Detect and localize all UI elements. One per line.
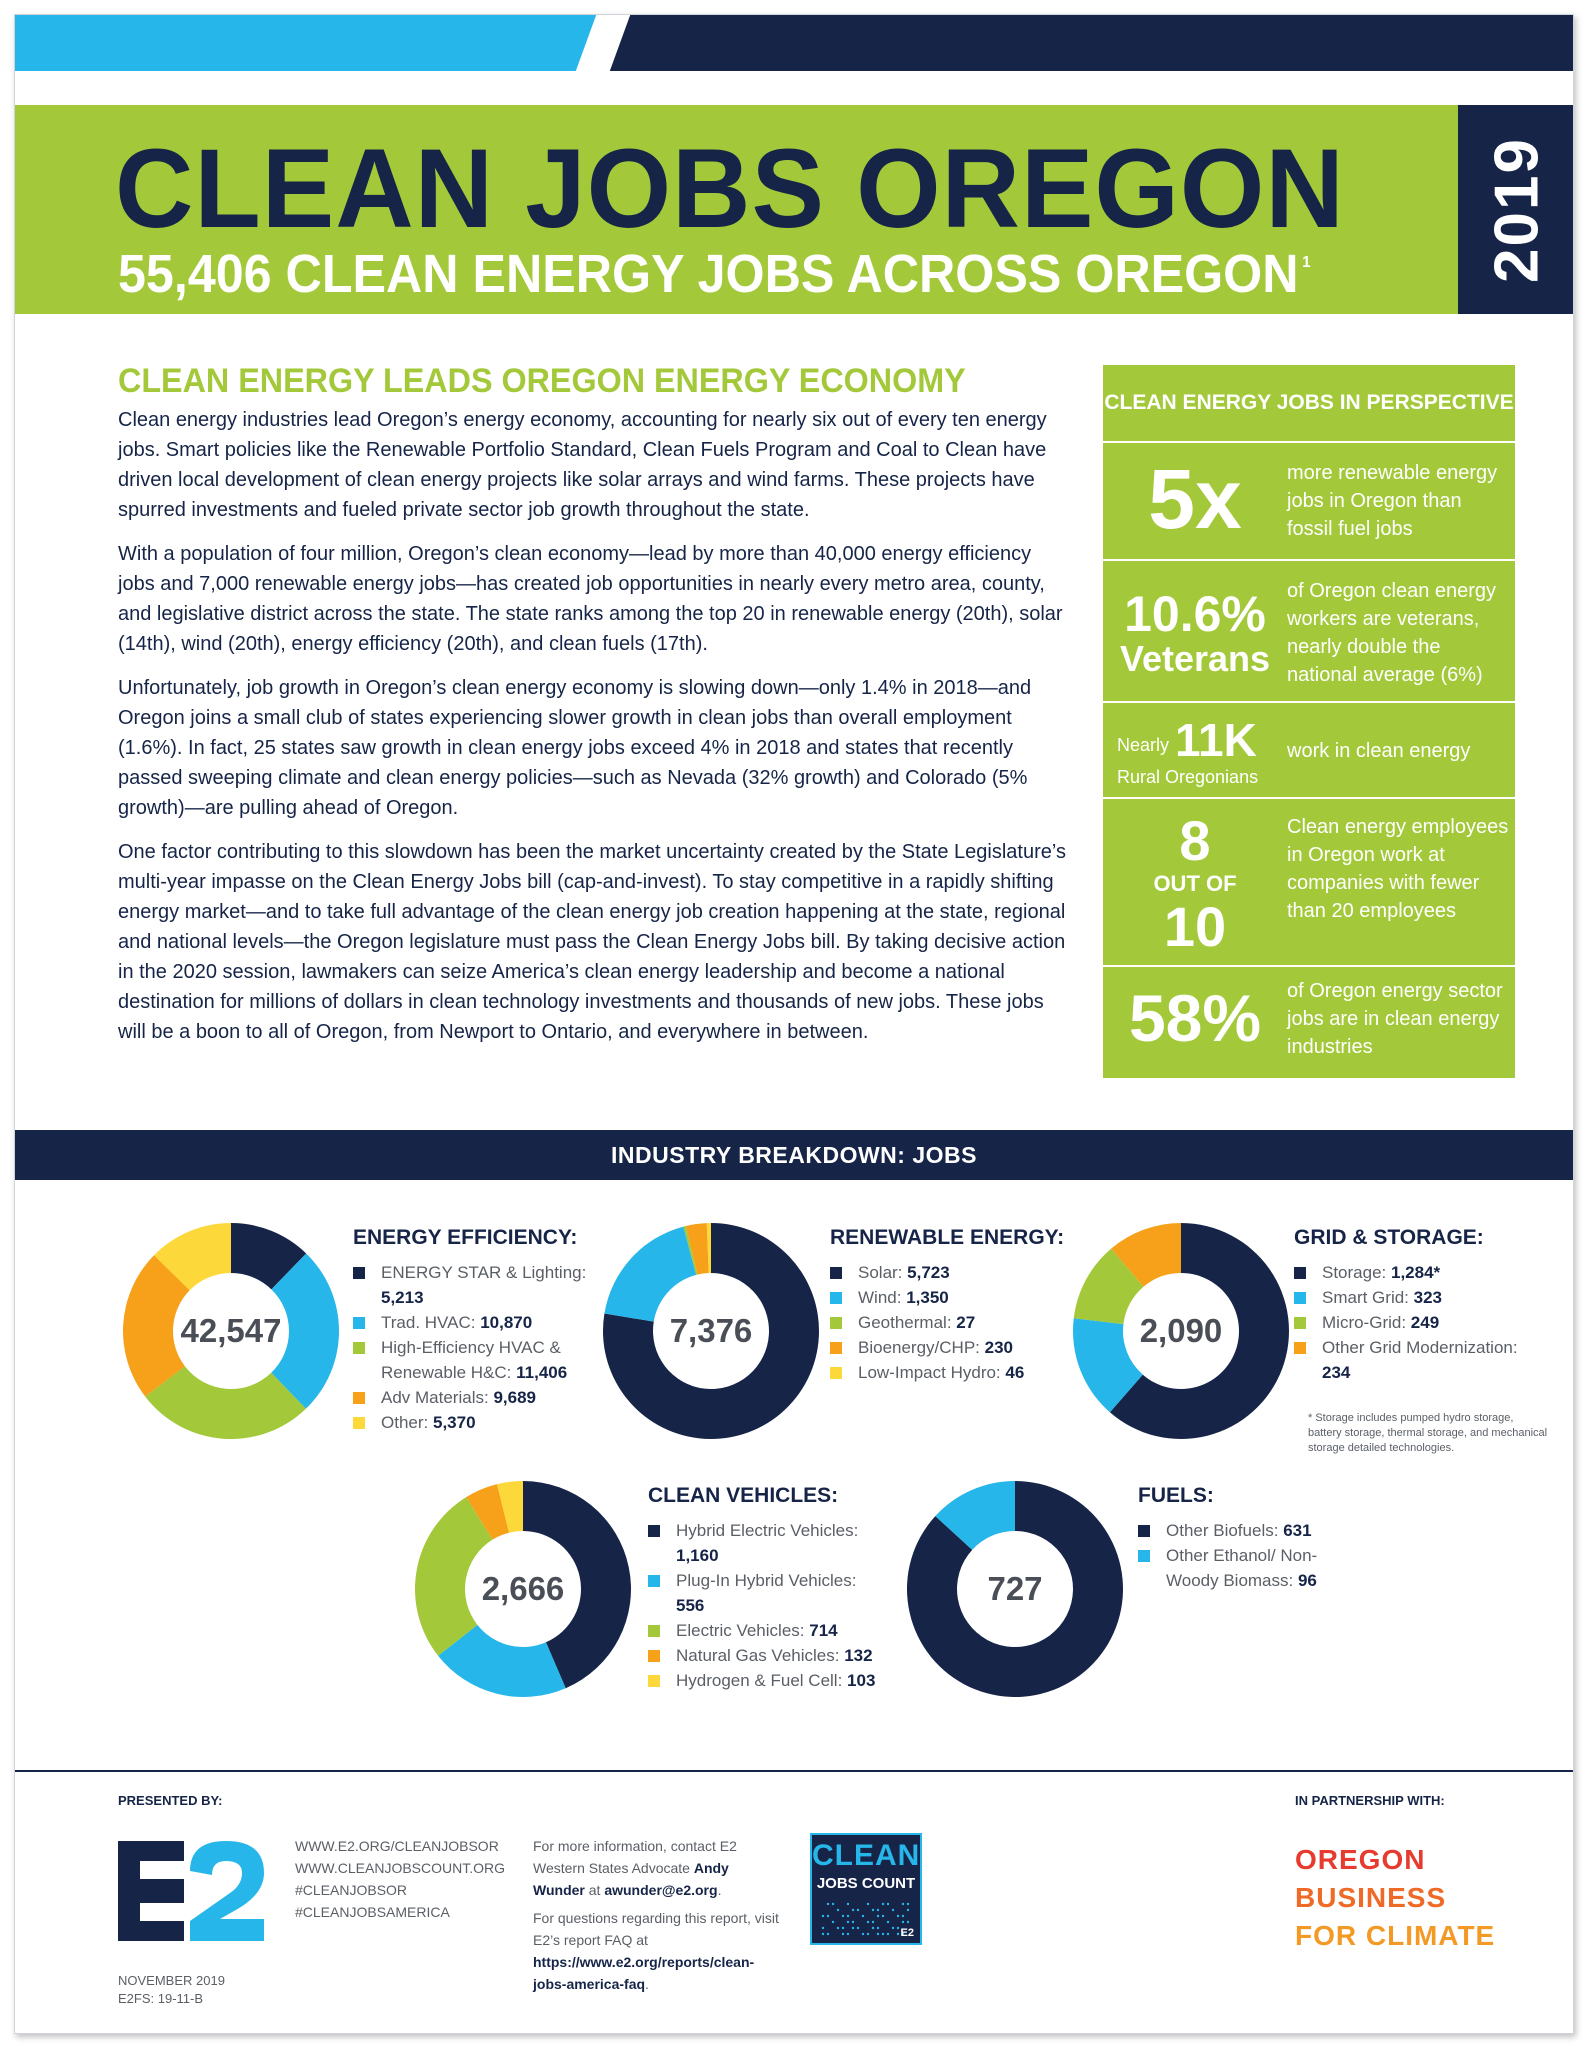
- cjc-dot: [877, 1909, 879, 1911]
- legend-label: Hybrid Electric Vehicles:: [676, 1521, 859, 1540]
- e2-logo-e-notch-bottom: [140, 1903, 184, 1921]
- contact-email[interactable]: awunder@e2.org: [604, 1882, 718, 1898]
- cjc-dot: [842, 1927, 844, 1929]
- intro-body: [118, 405, 1068, 1061]
- perspective-box: [1103, 365, 1515, 1078]
- legend-item: [830, 1310, 1070, 1335]
- cjc-dot: [857, 1909, 859, 1911]
- legend-swatch: [1138, 1550, 1150, 1562]
- perspective-title: CLEAN ENERGY JOBS IN PERSPECTIVE: [1103, 365, 1515, 443]
- faq-period: .: [645, 1976, 649, 1992]
- footer-divider: [15, 1770, 1573, 1772]
- legend-item: [648, 1643, 888, 1668]
- cjc-line2: JOBS COUNT: [816, 1875, 916, 1892]
- legend-title: FUELS:: [1138, 1484, 1214, 1507]
- header-banner: [15, 105, 1458, 314]
- perspective-big-number: 5x: [1148, 452, 1242, 546]
- partner-line: OREGON: [1295, 1844, 1426, 1875]
- cjc-dot: [827, 1933, 829, 1935]
- footnote-marker: 1: [1302, 254, 1311, 271]
- cjc-dot: [902, 1915, 904, 1917]
- legend-swatch: [353, 1267, 365, 1279]
- legend-label: Storage:: [1322, 1263, 1387, 1282]
- legend-swatch: [1294, 1267, 1306, 1279]
- legend-title: RENEWABLE ENERGY:: [830, 1226, 1065, 1249]
- legend-label: Smart Grid:: [1322, 1288, 1409, 1307]
- cjc-dot: [867, 1933, 869, 1935]
- perspective-desc: of Oregon clean energy workers are veterans, nearly double the national average (6%): [1287, 580, 1497, 686]
- legend-value: 556: [676, 1596, 705, 1615]
- legend-value: 323: [1413, 1288, 1443, 1307]
- perspective-big-number-2: 10: [1163, 895, 1227, 958]
- donut-total: 2,090: [1139, 1312, 1223, 1349]
- legend-label: ENERGY STAR & Lighting:: [381, 1263, 587, 1282]
- intro-paragraph: With a population of four million, Oregon’s clean economy—lead by more than 40,000 energy efficiency jobs and 7,000 renewable energy jobs—has created job opportunities in nearly every metro area, county, and legislative district across the state. The state ranks among the top 20 in renewable energy (20th), solar (14th), wind (20th), energy efficiency (20th), and clean fuels (17th).: [118, 543, 1063, 655]
- legend-item: [648, 1618, 888, 1643]
- perspective-desc: work in clean energy: [1287, 740, 1471, 762]
- cjc-dot: [822, 1927, 824, 1929]
- legend-item: [648, 1668, 888, 1693]
- footer-date-block: [118, 1972, 225, 2008]
- cjc-dot: [872, 1909, 874, 1911]
- legend-swatch: [648, 1650, 660, 1662]
- cjc-line1: CLEAN: [812, 1839, 921, 1872]
- clean-vehicles-legend: [648, 1483, 888, 1693]
- legend-swatch: [648, 1625, 660, 1637]
- fuels-donut: [904, 1478, 1126, 1700]
- legend-swatch: [1138, 1525, 1150, 1537]
- intro-title: CLEAN ENERGY LEADS OREGON ENERGY ECONOMY: [118, 362, 966, 400]
- legend-swatch: [830, 1367, 842, 1379]
- legend-swatch: [353, 1417, 365, 1429]
- legend-swatch: [353, 1317, 365, 1329]
- cjc-dot: [882, 1915, 884, 1917]
- perspective-big-number: 11K: [1175, 714, 1257, 766]
- year-label: 2019: [1482, 136, 1551, 283]
- legend-label: Adv Materials:: [381, 1388, 489, 1407]
- cjc-dot: [897, 1915, 899, 1917]
- cjc-dot: [832, 1903, 834, 1905]
- e2-logo-2-shape: [190, 1841, 264, 1941]
- legend-item: [830, 1335, 1070, 1360]
- cjc-dot: [907, 1903, 909, 1905]
- perspective-row: [1103, 967, 1515, 1074]
- cjc-dots-graphic: [820, 1901, 912, 1937]
- cjc-dot: [862, 1933, 864, 1935]
- legend-label: Hydrogen & Fuel Cell:: [676, 1671, 843, 1690]
- cjc-dot: [827, 1903, 829, 1905]
- legend-item: [1294, 1310, 1534, 1335]
- oregon-business-for-climate-logo: [1295, 1841, 1496, 1955]
- grid-storage-legend: [1294, 1225, 1534, 1385]
- legend-item: [353, 1335, 603, 1385]
- legend-label: Electric Vehicles:: [676, 1621, 805, 1640]
- legend-label: Other Biofuels:: [1166, 1521, 1279, 1540]
- perspective-desc: Clean energy employees in Oregon work at companies with fewer than 20 employees: [1287, 816, 1509, 922]
- industry-breakdown-header: INDUSTRY BREAKDOWN: JOBS: [15, 1130, 1573, 1180]
- contact-name: Andy Wunder: [533, 1860, 729, 1898]
- partner-line: FOR CLIMATE: [1295, 1920, 1496, 1951]
- intro-paragraph: One factor contributing to this slowdown has been the market uncertainty created by the State Legislature’s multi-year impasse on the Clean Energy Jobs bill (cap-and-invest). To stay competitive in a rapidly shifting energy market—and to take full advantage of the clean energy job creation happening at the state, regional and national levels—the Oregon legislature must pass the Clean Energy Jobs bill. By taking decisive action in the 2020 session, lawmakers can seize America’s clean energy leadership and become a national destination for millions of dollars in clean technology investments and thousands of new jobs. These jobs will be a boon to all of Oregon, from Newport to Ontario, and everywhere in between.: [118, 841, 1066, 1043]
- footer-code: E2FS: 19-11-B: [118, 1991, 204, 2006]
- legend-item: [1138, 1543, 1318, 1593]
- perspective-desc: more renewable energy jobs in Oregon than fossil fuel jobs: [1287, 462, 1498, 540]
- partner-line: BUSINESS: [1295, 1882, 1447, 1913]
- legend-item: [648, 1568, 888, 1618]
- cjc-dot: [827, 1915, 829, 1917]
- legend-swatch: [1294, 1317, 1306, 1329]
- renewable-energy-legend: [830, 1225, 1070, 1385]
- legend-item: [1138, 1518, 1318, 1543]
- perspective-desc: of Oregon energy sector jobs are in clean energy industries: [1287, 980, 1503, 1058]
- partnership-label: IN PARTNERSHIP WITH:: [1295, 1793, 1445, 1808]
- renewable-energy-donut: [600, 1220, 822, 1442]
- cjc-dot: [872, 1927, 874, 1929]
- legend-swatch: [648, 1525, 660, 1537]
- top-bar-accent: [15, 15, 615, 71]
- legend-value: 234: [1322, 1363, 1351, 1382]
- cjc-dot: [907, 1909, 909, 1911]
- cjc-dot: [867, 1921, 869, 1923]
- legend-title: ENERGY EFFICIENCY:: [353, 1226, 578, 1249]
- legend-label: Natural Gas Vehicles:: [676, 1646, 840, 1665]
- legend-label: Bioenergy/CHP:: [858, 1338, 980, 1357]
- grid-storage-donut: [1070, 1220, 1292, 1442]
- legend-item: [1294, 1335, 1534, 1385]
- legend-swatch: [830, 1317, 842, 1329]
- legend-label: Micro-Grid:: [1322, 1313, 1407, 1332]
- legend-label: Wind:: [858, 1288, 902, 1307]
- intro-paragraph: Clean energy industries lead Oregon’s energy economy, accounting for nearly six out of every ten energy jobs. Smart policies like the Renewable Portfolio Standard, Clean Fuels Program and Coal to Clean have driven local development of clean energy projects like solar arrays and wind farms. These projects have spurred investments and fueled private sector job growth throughout the state.: [118, 409, 1047, 521]
- footer-hashtag: #CLEANJOBSOR: [295, 1882, 408, 1898]
- legend-value: 1,284*: [1391, 1263, 1441, 1282]
- footer-date: NOVEMBER 2019: [118, 1973, 225, 1988]
- donut-total: 2,666: [481, 1570, 565, 1607]
- legend-item: [353, 1310, 603, 1335]
- legend-value: 714: [809, 1621, 838, 1640]
- cjc-dot: [847, 1921, 849, 1923]
- cjc-dot: [852, 1927, 854, 1929]
- energy-efficiency-donut: [120, 1220, 342, 1442]
- legend-label: Plug-In Hybrid Vehicles:: [676, 1571, 857, 1590]
- year-box: [1458, 105, 1574, 314]
- intro-paragraph: Unfortunately, job growth in Oregon’s clean energy economy is slowing down—only 1.4% in 2018—and Oregon joins a small club of states experiencing slower growth in clean jobs than overall employment (1.6%). In fact, 25 states saw growth in clean energy jobs exceed 4% in 2018 and states that recently passed sweeping climate and clean energy policies—such as Nevada (32% growth) and Colorado (5% growth)—are pulling ahead of Oregon.: [118, 677, 1032, 819]
- page-subtitle: [118, 244, 1311, 304]
- page-title: CLEAN JOBS OREGON: [115, 126, 1345, 251]
- footer-link[interactable]: WWW.E2.ORG/CLEANJOBSOR: [295, 1838, 499, 1854]
- legend-value: 631: [1283, 1521, 1312, 1540]
- cjc-dot: [897, 1927, 899, 1929]
- legend-label: Other:: [381, 1413, 429, 1432]
- clean-vehicles-donut: [412, 1478, 634, 1700]
- cjc-dot: [837, 1927, 839, 1929]
- donut-total: 7,376: [669, 1312, 753, 1349]
- faq-link[interactable]: https://www.e2.org/reports/clean-jobs-america-faq: [533, 1954, 755, 1992]
- perspective-row: [1103, 443, 1515, 561]
- cjc-dot: [852, 1909, 854, 1911]
- cjc-dot: [862, 1915, 864, 1917]
- legend-item: [1294, 1260, 1534, 1285]
- legend-value: 5,723: [907, 1263, 950, 1282]
- donut-total: 42,547: [180, 1312, 282, 1349]
- cjc-dot: [832, 1921, 834, 1923]
- cjc-dot: [892, 1927, 894, 1929]
- footer-hashtag: #CLEANJOBSAMERICA: [295, 1904, 450, 1920]
- cjc-dot: [887, 1933, 889, 1935]
- legend-value: 249: [1410, 1313, 1440, 1332]
- clean-jobs-count-logo: [810, 1833, 922, 1945]
- e2-logo-graphic: [118, 1841, 268, 1941]
- legend-item: [830, 1260, 1070, 1285]
- legend-value: 11,406: [516, 1363, 568, 1382]
- legend-value: 27: [956, 1313, 976, 1332]
- legend-swatch: [648, 1675, 660, 1687]
- perspective-sub: Rural Oregonians: [1117, 767, 1259, 787]
- legend-swatch: [1294, 1342, 1306, 1354]
- contact-period: .: [717, 1882, 722, 1898]
- legend-value: 10,870: [480, 1313, 533, 1332]
- top-bar: [15, 15, 1573, 71]
- legend-item: [353, 1410, 603, 1435]
- perspective-mid-label: OUT OF: [1153, 871, 1237, 896]
- legend-label: Other Ethanol/ Non-Woody Biomass:: [1166, 1546, 1318, 1590]
- perspective-big-number: 58%: [1128, 981, 1262, 1055]
- presented-by-label: PRESENTED BY:: [118, 1793, 223, 1808]
- legend-item: [648, 1518, 888, 1568]
- faq-text: For questions regarding this report, visit E2’s report FAQ at: [533, 1910, 779, 1948]
- legend-value: 46: [1005, 1363, 1025, 1382]
- cjc-dot: [902, 1903, 904, 1905]
- page-subtitle-text: 55,406 CLEAN ENERGY JOBS ACROSS OREGON: [118, 244, 1299, 304]
- perspective-row: [1103, 561, 1515, 703]
- cjc-dot: [822, 1933, 824, 1935]
- cjc-dot: [897, 1933, 899, 1935]
- footer-contact: [533, 1835, 783, 1901]
- cjc-dot: [822, 1915, 824, 1917]
- legend-swatch: [353, 1392, 365, 1404]
- legend-item: [830, 1360, 1070, 1385]
- perspective-row: [1103, 703, 1515, 799]
- cjc-dot: [887, 1921, 889, 1923]
- legend-swatch: [353, 1342, 365, 1354]
- perspective-pre: Nearly: [1117, 735, 1170, 755]
- cjc-dot: [872, 1921, 874, 1923]
- storage-note: * Storage includes pumped hydro storage, battery storage, thermal storage, and mechanical storage detailed technologies.: [1308, 1412, 1548, 1454]
- donut-total: 727: [987, 1570, 1043, 1607]
- legend-value: 1,350: [906, 1288, 949, 1307]
- legend-swatch: [648, 1575, 660, 1587]
- legend-item: [353, 1385, 603, 1410]
- cjc-dot: [847, 1915, 849, 1917]
- perspective-big-number: 10.6%: [1124, 586, 1266, 642]
- cjc-dot: [902, 1921, 904, 1923]
- cjc-dot: [887, 1903, 889, 1905]
- cjc-dot: [882, 1903, 884, 1905]
- legend-value: 132: [844, 1646, 873, 1665]
- legend-label: Other Grid Modernization:: [1322, 1338, 1518, 1357]
- legend-label: High-Efficiency HVAC & Renewable H&C:: [381, 1338, 561, 1382]
- legend-swatch: [830, 1267, 842, 1279]
- cjc-dot: [877, 1915, 879, 1917]
- perspective-big-number: 8: [1179, 809, 1211, 872]
- legend-value: 5,213: [381, 1288, 424, 1307]
- legend-swatch: [830, 1342, 842, 1354]
- cjc-dot: [907, 1921, 909, 1923]
- legend-swatch: [830, 1292, 842, 1304]
- energy-efficiency-legend: [353, 1225, 603, 1435]
- cjc-dot: [857, 1927, 859, 1929]
- legend-swatch: [1294, 1292, 1306, 1304]
- contact-text: For more information, contact E2 Western States Advocate: [533, 1838, 737, 1876]
- cjc-dot: [892, 1909, 894, 1911]
- legend-value: 9,689: [493, 1388, 536, 1407]
- e2-logo: [118, 1841, 268, 1941]
- legend-value: 230: [984, 1338, 1013, 1357]
- contact-at: at: [588, 1882, 601, 1898]
- e2-logo-e-notch-top: [140, 1861, 184, 1879]
- footer-links: [295, 1835, 505, 1923]
- cjc-dot: [877, 1927, 879, 1929]
- e2-logo-e-block: [118, 1841, 184, 1941]
- legend-label: Geothermal:: [858, 1313, 952, 1332]
- legend-value: 96: [1297, 1571, 1317, 1590]
- cjc-dot: [837, 1909, 839, 1911]
- legend-value: 5,370: [432, 1413, 476, 1432]
- cjc-e2-mark: E2: [900, 1927, 914, 1939]
- cjc-dot: [867, 1903, 869, 1905]
- cjc-dot: [852, 1921, 854, 1923]
- fuels-legend: [1138, 1483, 1318, 1593]
- legend-label: Trad. HVAC:: [381, 1313, 476, 1332]
- legend-title: CLEAN VEHICLES:: [648, 1484, 839, 1507]
- legend-value: 103: [847, 1671, 876, 1690]
- legend-item: [1294, 1285, 1534, 1310]
- perspective-big-label: Veterans: [1119, 638, 1271, 679]
- cjc-dot: [842, 1915, 844, 1917]
- perspective-row: [1103, 799, 1515, 967]
- legend-title: GRID & STORAGE:: [1294, 1226, 1484, 1249]
- legend-label: Low-Impact Hydro:: [858, 1363, 1001, 1382]
- cjc-dot: [882, 1933, 884, 1935]
- legend-item: [353, 1260, 603, 1310]
- footer-link[interactable]: WWW.CLEANJOBSCOUNT.ORG: [295, 1860, 506, 1876]
- legend-item: [830, 1285, 1070, 1310]
- page: [14, 14, 1574, 2034]
- footer-faq: [533, 1907, 783, 1995]
- legend-value: 1,160: [676, 1546, 719, 1565]
- cjc-dot: [842, 1933, 844, 1935]
- cjc-dot: [877, 1933, 879, 1935]
- cjc-dot: [847, 1903, 849, 1905]
- legend-label: Solar:: [858, 1263, 903, 1282]
- cjc-dot: [847, 1933, 849, 1935]
